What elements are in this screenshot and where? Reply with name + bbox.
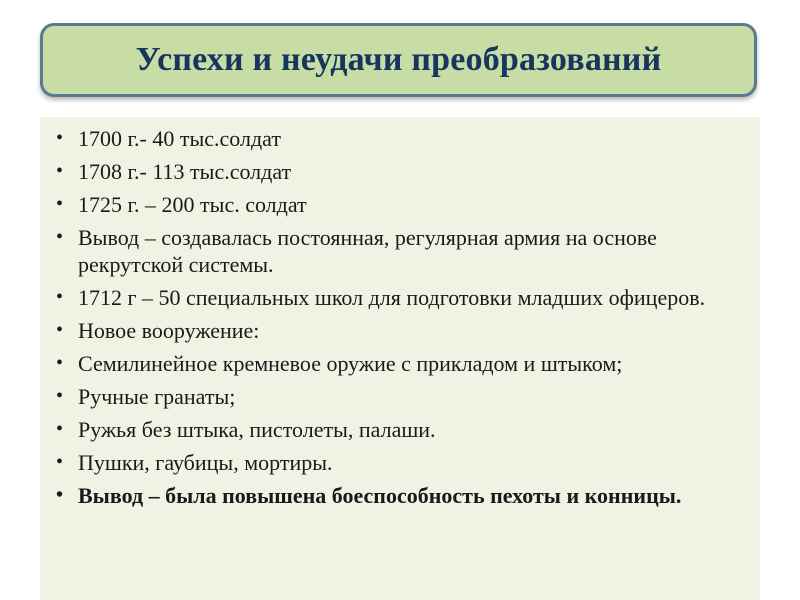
bullet-icon: •	[56, 319, 64, 341]
bullet-icon: •	[56, 385, 64, 407]
bullet-icon: •	[56, 418, 64, 440]
bullet-item	[40, 125, 760, 152]
bullet-text: Ручные гранаты;	[78, 384, 236, 409]
bullet-icon: •	[56, 226, 64, 248]
bullet-icon: •	[56, 286, 64, 308]
conclusion-bullet-item	[40, 482, 760, 509]
bullet-item	[40, 317, 760, 344]
bullet-item	[40, 191, 760, 218]
bullet-list	[40, 117, 760, 509]
bullet-item	[40, 416, 760, 443]
bullet-icon: •	[56, 127, 64, 149]
bullet-text: 1712 г – 50 специальных школ для подготовки младших офицеров.	[78, 285, 706, 310]
bullet-text: 1708 г.- 113 тыс.солдат	[78, 159, 292, 184]
bullet-item	[40, 158, 760, 185]
bullet-item	[40, 449, 760, 476]
bullet-text: Новое вооружение:	[78, 318, 260, 343]
bullet-icon: •	[56, 352, 64, 374]
bullet-text: Ружья без штыка, пистолеты, палаши.	[78, 417, 436, 442]
title-banner	[40, 23, 757, 97]
bullet-item	[40, 350, 760, 377]
bullet-item	[40, 383, 760, 410]
bullet-item	[40, 284, 760, 311]
bullet-text: Пушки, гаубицы, мортиры.	[78, 450, 333, 475]
bullet-text: Вывод – создавалась постоянная, регулярная армия на основе рекрутской системы.	[78, 225, 657, 277]
bullet-icon: •	[56, 451, 64, 473]
bullet-text: Вывод – была повышена боеспособность пехоты и конницы.	[78, 483, 682, 508]
bullet-text: Семилинейное кремневое оружие с прикладом и штыком;	[78, 351, 623, 376]
bullet-item	[40, 224, 760, 278]
bullet-icon: •	[56, 484, 64, 506]
bullet-text: 1725 г. – 200 тыс. солдат	[78, 192, 307, 217]
bullet-icon: •	[56, 160, 64, 182]
slide-title: Успехи и неудачи преобразований	[135, 41, 662, 78]
bullet-icon: •	[56, 193, 64, 215]
bullet-text: 1700 г.- 40 тыс.солдат	[78, 126, 281, 151]
content-panel	[40, 117, 760, 600]
